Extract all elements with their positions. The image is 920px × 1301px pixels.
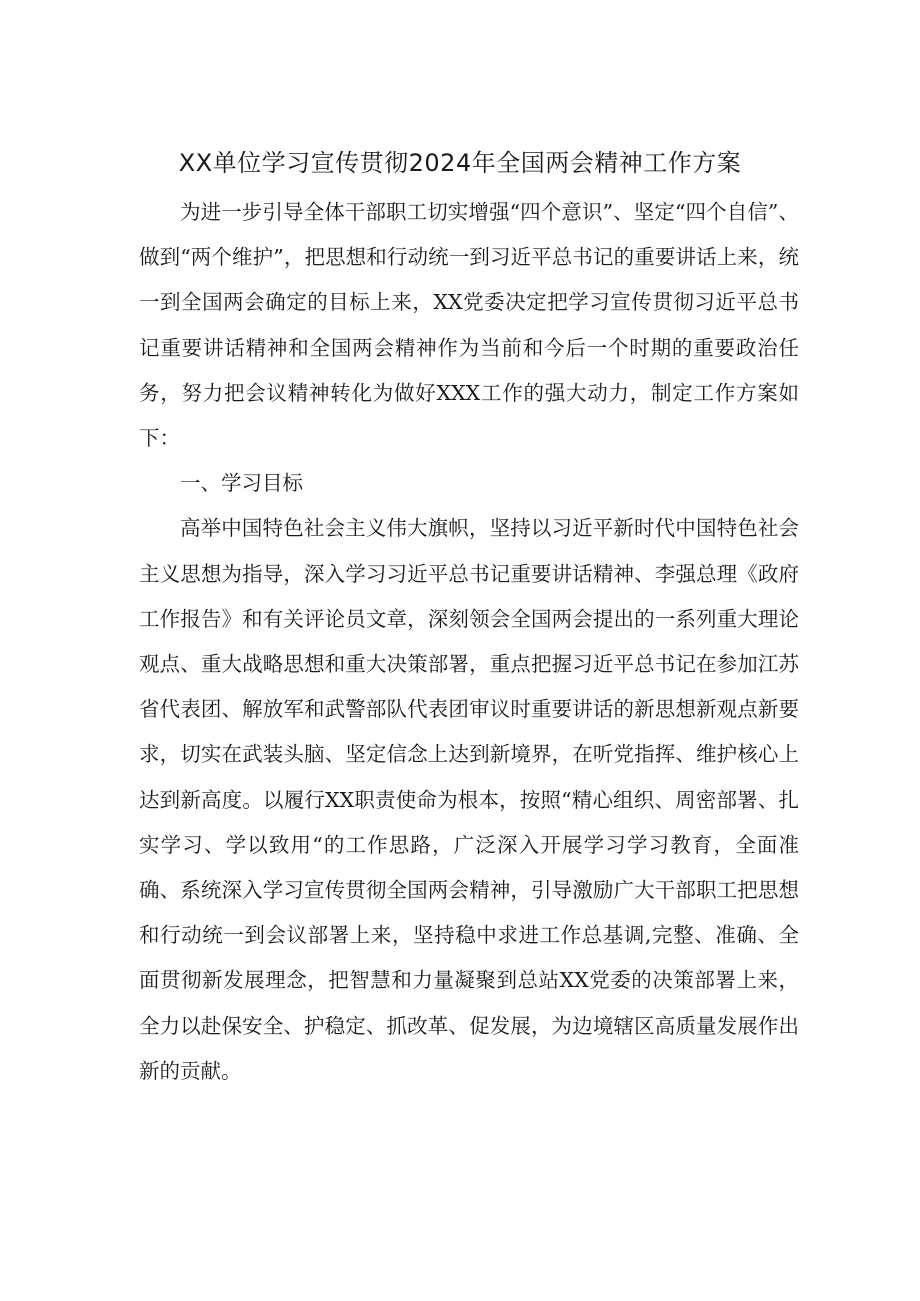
document-body	[139, 190, 799, 1094]
section-heading-study-goals: 一、学习目标	[180, 471, 303, 496]
study-goals-paragraph: 高举中国特色社会主义伟大旗帜，坚持以习近平新时代中国特色社会主义思想为指导，深入学习习近平总书记重要讲话精神、李强总理《政府工作报告》和有关评论员文章，深刻领会全国两会提出的一系列重大理论观点、重大战略思想和重大决策部署，重点把握习近平总书记在参加江苏省代表团、解放军和武警部队代表团审议时重要讲话的新思想新观点新要求，切实在武装头脑、坚定信念上达到新境界，在听党指挥、维护核心上达到新高度。以履行XX职责使命为根本，按照“精心组织、周密部署、扎实学习、学以致用“的工作思路，广泛深入开展学习学习教育，全面准确、系统深入学习宣传贯彻全国两会精神，引导激励广大干部职工把思想和行动统一到会议部署上来，坚持稳中求进工作总基调,完整、准确、全面贯彻新发展理念，把智慧和力量凝聚到总站XX党委的决策部署上来，全力以赴保安全、护稳定、抓改革、促发展，为边境辖区高质量发展作出新的贡献。	[139, 516, 799, 1083]
document-title: XX单位学习宣传贯彻2024年全国两会精神工作方案	[178, 149, 742, 177]
intro-paragraph: 为进一步引导全体干部职工切实增强“四个意识”、坚定“四个自信”、做到“两个维护”，把思想和行动统一到习近平总书记的重要讲话上来，统一到全国两会确定的目标上来，XX党委决定把学习宣传贯彻习近平总书记重要讲话精神和全国两会精神作为当前和今后一个时期的重要政治任务，努力把会议精神转化为做好XXX工作的强大动力，制定工作方案如下：	[139, 200, 799, 451]
